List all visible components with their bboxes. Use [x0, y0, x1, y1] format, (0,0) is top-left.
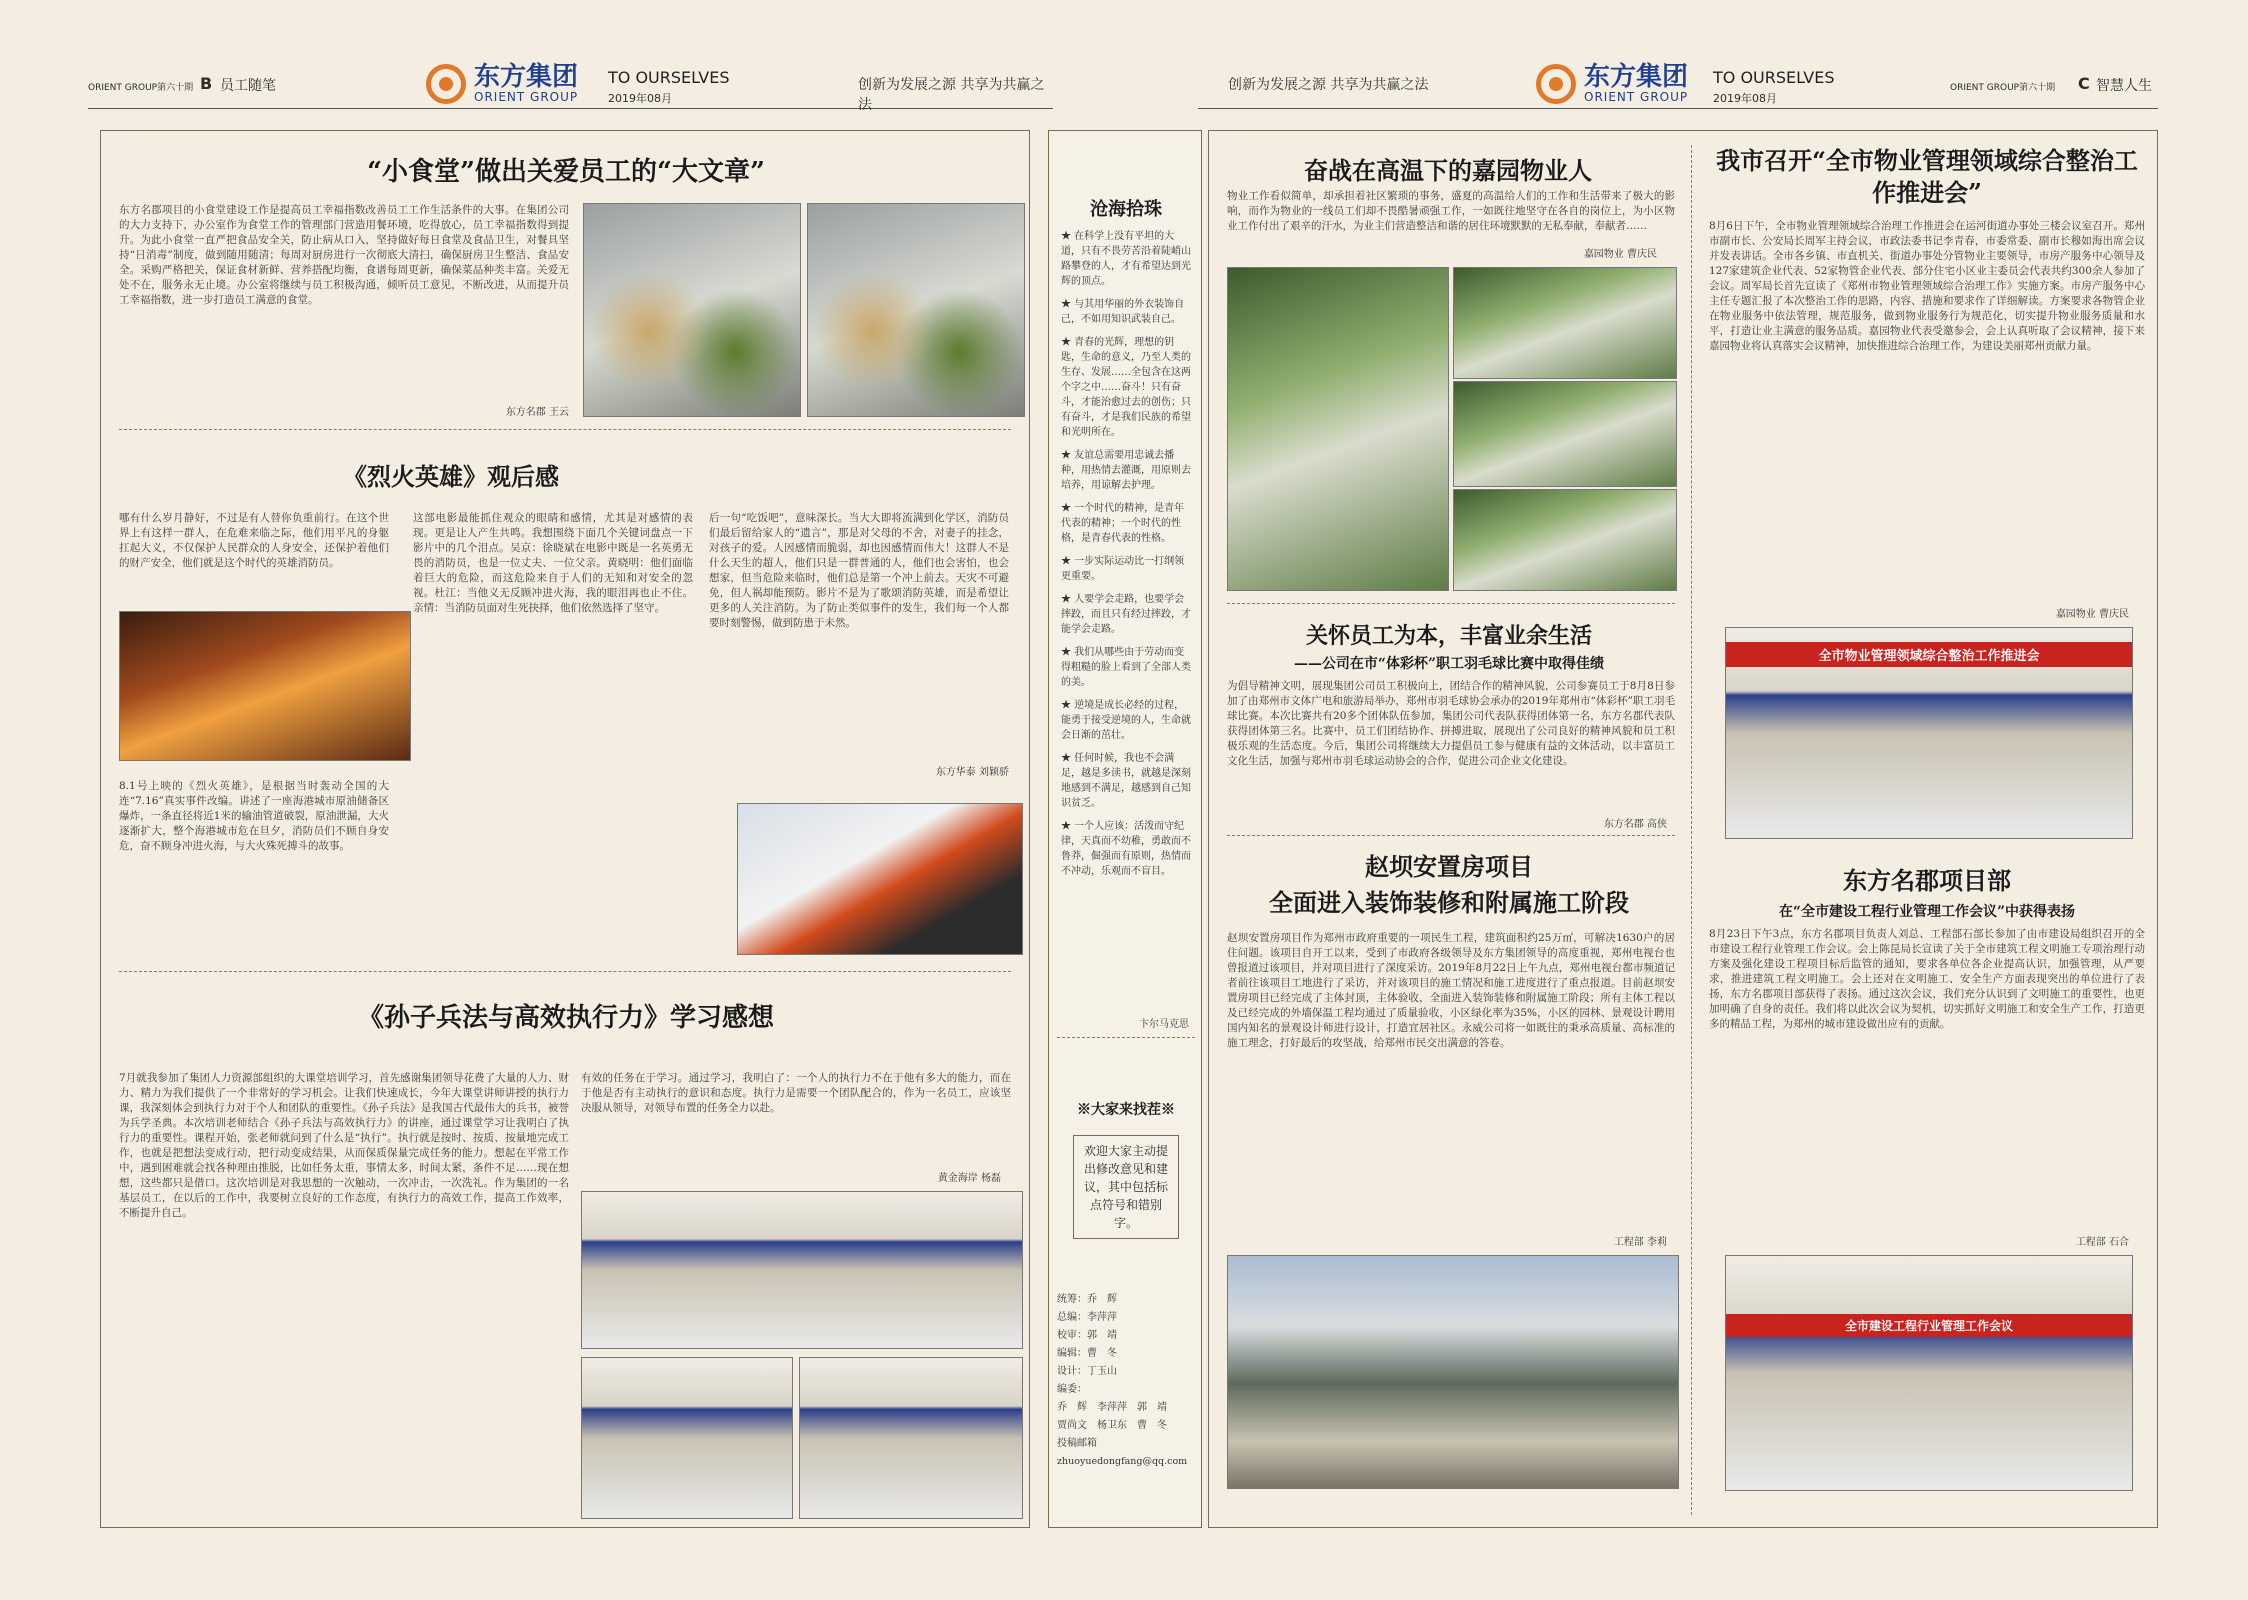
orient-logo-icon: [426, 64, 466, 104]
brand-logo: [426, 64, 578, 104]
article-subtitle-mingjun: 在“全市建设工程行业管理工作会议”中获得表扬: [1778, 904, 2076, 920]
section-letter: B: [200, 74, 213, 93]
heat-photo-planting: [1453, 381, 1677, 487]
quote-item: ★ 我们从哪些由于劳动而变得粗糙的脸上看到了全部人类的美。: [1061, 647, 1191, 688]
slogan: 创新为发展之源 共享为共赢之法: [1228, 77, 1429, 93]
sidebar-title: 沧海拾珠: [1090, 199, 1162, 220]
training-photo-right: [799, 1357, 1023, 1519]
quote-item: ★ 与其用华丽的外衣装饰自己，不如用知识武装自己。: [1061, 299, 1185, 325]
quote-item: ★ 青春的光辉，理想的钥匙，生命的意义，乃至人类的生存、发展……全包含在这两个字之中……奋斗！只有奋斗，才能治愈过去的创伤；只有奋斗，才是我们民族的希望和光明所在。: [1061, 337, 1191, 438]
brand-en: ORIENT GROUP: [474, 90, 579, 104]
article-signature: 嘉园物业 曹庆民: [2055, 609, 2129, 620]
article-signature: 东方名郡 高侠: [1603, 819, 1667, 830]
heat-photo-garden: [1453, 489, 1677, 591]
divider: [119, 429, 1011, 430]
brand-en: ORIENT GROUP: [1584, 90, 1689, 104]
divider: [1227, 835, 1675, 836]
quote-item: ★ 任何时候，我也不会满足，越是多读书，就越是深刻地感到不满足，越感到自己知识贫乏。: [1061, 753, 1191, 809]
to-ourselves: TO OURSELVES: [1713, 68, 1835, 87]
credit-line: 编委：: [1057, 1384, 1087, 1395]
article-signature: 嘉园物业 曹庆民: [1583, 249, 1657, 260]
credit-line: 校审：郭 靖: [1057, 1330, 1117, 1341]
meeting-banner: 全市物业管理领域综合整治工作推进会: [1726, 642, 2132, 667]
brand-cn: 东方集团: [474, 62, 579, 92]
article-title-heat-battle: 奋战在高温下的嘉园物业人: [1304, 156, 1592, 185]
section-letter: C: [2078, 74, 2090, 93]
sidebar-frame: [1048, 130, 1202, 1528]
issue-date: 2019年08月: [608, 92, 672, 105]
right-main-frame: [1208, 130, 2158, 1528]
article-body-fire-caption: 8.1号上映的《烈火英雄》，是根据当时轰动全国的大连“7.16”真实事件改编。讲述了一座海港城市原油储备区爆炸，一条直径将近1米的输油管道破裂，原油泄漏，大火逐渐扩大，整个海港城市危在旦夕，消防员们不顾自身安危，奋不顾身冲进火海，与大火殊死搏斗的故事。: [119, 780, 389, 852]
credit-line: 投稿邮箱: [1057, 1438, 1097, 1449]
article-body-canteen: 东方名郡项目的小食堂建设工作是提高员工幸福指数改善员工工作生活条件的大事。在集团公司的大力支持下，办公室作为食堂工作的管理部门营造用餐环境，吃得放心，员工幸福指数得到提升。为此小食堂一直严把食品安全关，防止病从口入，坚持做好每日食堂及食品卫生，对餐具坚持“日消毒”制度，做到随用随清；每周对厨房进行一次彻底大清扫，确保厨房卫生整洁、食品安全。采购严格把关，保证食材新鲜、营养搭配均衡，食谱每周更新，确保菜品种类丰富。关爱无处不在，服务永无止境。办公室将继续与员工积极沟通，倾听员工意见，不断改进，从而提升员工幸福指数，进一步打造员工满意的食堂。: [119, 204, 569, 306]
article-title-canteen: “小食堂”做出关爱员工的“大文章”: [367, 157, 765, 187]
firefighter-photo: [737, 803, 1023, 955]
article-title-mingjun: 东方名郡项目部: [1843, 866, 2011, 895]
call-title: ※大家来找茬※: [1077, 1102, 1175, 1118]
construction-meeting-photo: [1725, 1255, 2133, 1491]
credit-line: 贾尚文 杨卫东 曹 冬: [1057, 1420, 1167, 1431]
brand-cn: 东方集团: [1584, 62, 1689, 92]
article-body-fire-col1: 哪有什么岁月静好，不过是有人替你负重前行。在这个世界上有这样一群人，在危难来临之际，他们用平凡的身躯扛起大义，不仅保护人民群众的人身安全，还保护着他们的财产安全，他们就是这个时代的英雄消防员。: [119, 512, 389, 569]
article-body-fire-col2: 这部电影最能抓住观众的眼睛和感情，尤其是对感情的表现。更是让人产生共鸣。我想围绕下面几个关键词盘点一下影片中的几个泪点。吴京：徐晓斌在电影中既是一名英勇无畏的消防员，也是一位丈夫、一位父亲。黄晓明：他们面临着巨大的危险，而这危险来自于人们的无知和对安全的忽视。杜江：当他义无反顾冲进火海，我的眼泪再也止不住。亲情：当消防员面对生死抉择，他们依然选择了坚守。: [413, 512, 693, 614]
article-body-mingjun: 8月23日下午3点，东方名郡项目负责人刘总、工程部石部长参加了由市建设局组织召开的全市建设工程行业管理工作会议。会上陈昆局长宣读了关于全市建筑工程文明施工专项治理行动方案及强化建设工程项目标后监管的通知，要求各单位各企业提高认识，加强管理，从严要求，推进建筑工程文明施工。会上还对在文明施工、安全生产方面表现突出的单位进行了表扬，东方名郡项目部获得了表扬。通过这次会议，我们充分认识到了文明施工的重要性，也更加明确了自身的责任。我们将以此次会议为契机，切实抓好文明施工和安全生产工作，打造更多的精品工程，为郑州的城市建设做出应有的贡献。: [1709, 928, 2145, 1030]
article-signature: 工程部 李莉: [1613, 1237, 1667, 1248]
article-signature: 黄金海岸 杨磊: [937, 1173, 1001, 1184]
to-ourselves: TO OURSELVES: [608, 68, 730, 87]
divider: [1227, 603, 1675, 604]
article-subtitle-badminton: ——公司在市“体彩杯”职工羽毛球比赛中取得佳绩: [1293, 656, 1605, 672]
credit-line: 统筹：乔 辉: [1057, 1294, 1117, 1305]
credit-line: 乔 辉 李萍萍 郭 靖: [1057, 1402, 1167, 1413]
canteen-photo-cooking: [583, 203, 801, 417]
article-body-property: 8月6日下午，全市物业管理领域综合治理工作推进会在运河街道办事处三楼会议室召开。郑州市副市长、公安局长周军主持会议，市政法委书记李青春，市委常委、副市长穆如海出席会议并发表讲话。全市各乡镇、市直机关、街道办事处分管物业主要领导，市房产服务中心领导及127家建筑企业代表、52家物管企业代表、部分住宅小区业主委员会代表共约300余人参加了会议。周军局长首先宣读了《郑州市物业管理领域综合治理工作》实施方案。市房产服务中心主任专题汇报了本次整治工作的思路，内容、措施和要求作了详细解读。方案要求各物管企业在物业服务中依法管理，规范服务，做到物业服务行为规范化，切实提升物业服务质量和水平，打造让业主满意的服务品质。嘉园物业代表受邀参会，会上认真听取了会议精神，接下来嘉园物业将认真落实会议精神，加快推进综合治理工作，为建设美丽郑州贡献力量。: [1709, 220, 2145, 352]
article-body-fire-col3: 后一句“吃饭吧”，意味深长。当大大即将流满到化学区，消防员们最后留给家人的“遗言”，那是对父母的不舍，对妻子的挂念，对孩子的爱。人因感情而脆弱，却也因感情而伟大！这群人不是什么天生的超人，他们只是一群普通的人，他们也会害怕，也会想家，但当危险来临时，他们总是第一个冲上前去。天灾不可避免，但人祸却能预防。影片不是为了歌颂消防英雄，而是希望让更多的人关注消防。为了防止类似事件的发生，我们每一个人都要时刻警惕，做到防患于未然。: [709, 512, 1009, 629]
article-body-zhaoba: 赵坝安置房项目作为郑州市政府重要的一项民生工程，建筑面积约25万㎡，可解决1630户的居住问题。该项目自开工以来，受到了市政府各级领导及东方集团领导的高度重视，郑州电视台也曾报道过该项目，并对项目进行了深度采访。2019年8月22日上午九点，郑州电视台都市频道记者前往该项目工地进行了采访，并对该项目的施工情况和施工进度进行了重点报道。目前赵坝安置房项目已经完成了主体封顶，主体验收，全面进入装饰装修和附属施工阶段；所有主体工程以及已经完成的外墙保温工程均通过了质量验收，小区绿化率为35%，小区的园林、景观设计聘用国内知名的景观设计师进行设计，打造宜居社区。永威公司将一如既往的秉承高质量、高标准的施工理念，打好最后的攻坚战，给郑州市民交出满意的答卷。: [1227, 932, 1675, 1049]
quote-item: ★ 一步实际运动比一打纲领更重要。: [1061, 556, 1185, 582]
call-box: 欢迎大家主动提出修改意见和建议，其中包括标点符号和错别字。: [1073, 1135, 1179, 1239]
article-signature: 工程部 石合: [2075, 1237, 2129, 1248]
credit-line: 设计：丁玉山: [1057, 1366, 1117, 1377]
heat-photo-trees: [1453, 267, 1677, 379]
right-page-header: [1198, 62, 2158, 109]
left-page-header: [88, 62, 1053, 113]
credit-line: 总编：李萍萍: [1057, 1312, 1117, 1323]
contact-email[interactable]: zhuoyuedongfang@qq.com: [1057, 1456, 1188, 1467]
article-body-badminton: 为倡导精神文明，展现集团公司员工积极向上，团结合作的精神风貌，公司参赛员工于8月8日参加了由郑州市文体广电和旅游局举办，郑州市羽毛球协会承办的2019年郑州市“体彩杯”职工羽毛球比赛。本次比赛共有20多个团体队伍参加，集团公司代表队获得团体第一名，东方名郡代表队获得团体第三名。比赛中，员工们团结协作、拼搏进取，展现出了公司良好的精神风貌和员工积极乐观的生活态度。今后，集团公司将继续大力提倡员工参与健康有益的文体活动，以丰富员工文化生活，加强与郑州市羽毛球运动协会的合作，促进公司企业文化建设。: [1227, 680, 1675, 767]
quote-item: ★ 一个人应该：活泼而守纪律，天真而不幼稚，勇敢而不鲁莽，倔强而有原则，热情而不冲动，乐观而不盲目。: [1061, 821, 1191, 877]
quote-item: ★ 逆境是成长必经的过程，能勇于接受逆境的人，生命就会日渐的茁壮。: [1061, 700, 1191, 741]
article-title-property-meeting: 我市召开“全市物业管理领域综合整治工作推进会”: [1716, 146, 2138, 207]
article-title-fire-heroes: 《烈火英雄》观后感: [343, 462, 559, 491]
article-signature: 东方华泰 刘颖骄: [935, 767, 1009, 778]
orient-logo-icon: [1536, 64, 1576, 104]
training-photo-main: [581, 1191, 1023, 1349]
article-body-art-col2: 有效的任务在于学习。通过学习，我明白了：一个人的执行力不在于他有多大的能力，而在于他是否有主动执行的意识和态度。执行力是需要一个团队配合的，作为一名员工，应该坚决服从领导，对领导布置的任务全力以赴。: [581, 1072, 1011, 1114]
issue-label: ORIENT GROUP第六十期: [1950, 83, 2056, 93]
credit-line: 编辑：曹 冬: [1057, 1348, 1117, 1359]
canteen-photo-dishes: [807, 203, 1025, 417]
section-name: 智慧人生: [2096, 78, 2152, 94]
article-title-badminton: 关怀员工为本，丰富业余生活: [1305, 623, 1592, 649]
quote-item: ★ 人要学会走路，也要学会摔跤，而且只有经过摔跤，才能学会走路。: [1061, 594, 1191, 635]
article-signature: 东方名郡 王云: [505, 407, 569, 418]
fire-movie-still: [119, 611, 411, 761]
article-title-art-of-war: 《孙子兵法与高效执行力》学习感想: [357, 1003, 774, 1033]
article-body-art-col1: 7月就我参加了集团人力资源部组织的大课堂培训学习，首先感谢集团领导花费了大量的人力、财力、精力为我们提供了一个非常好的学习机会。让我们快速成长，今年大课堂讲师讲授的执行力课，我深刻体会到执行力对于个人和团队的重要性。《孙子兵法》是我国古代最伟大的兵书，被誉为兵学圣典。本次培训老师结合《孙子兵法与高效执行力》的讲座，通过课堂学习让我明白了执行力的重要性。课程开始，张老师就问到了什么是“执行”。执行就是按时、按质、按量地完成工作，也就是把想法变成行动，把行动变成结果，从而保质保量完成任务的能力。想起在平常工作中，遇到困难就会找各种理由推脱，比如任务太重，事情太多，时间太紧，条件不足……现在想想，这些都只是借口。这次培训是对我思想的一次触动，一次冲击，一次洗礼。作为集团的一名基层员工，在以后的工作中，我要树立良好的工作态度，有执行力的高效工作，提高工作效率，不断提升自己。: [119, 1072, 569, 1219]
quote-item: ★ 在科学上没有平坦的大道，只有不畏劳苦沿着陡峭山路攀登的人，才有希望达到光辉的顶点。: [1061, 231, 1191, 287]
divider: [1057, 1037, 1195, 1038]
training-photo-left: [581, 1357, 793, 1519]
article-title-zhaoba: 赵坝安置房项目: [1365, 852, 1533, 881]
quote-item: ★ 一个时代的精神，是青年代表的精神；一个时代的性格，是青春代表的性格。: [1061, 503, 1185, 544]
issue-label: ORIENT GROUP第六十期: [88, 83, 194, 93]
zhaoba-interview-photo: [1227, 1255, 1679, 1489]
meeting-banner: 全市建设工程行业管理工作会议: [1726, 1314, 2132, 1337]
property-meeting-photo: [1725, 627, 2133, 839]
article-body-heat: 物业工作看似简单，却承担着社区繁琐的事务，盛夏的高温给人们的工作和生活带来了极大的影响，而作为物业的一线员工们却不畏酷暑顽强工作，一如既往地坚守在各自的岗位上，为小区物业工作付出了艰辛的汗水，为业主们营造整洁和谐的居住环境默默的无私奉献，奉献者……: [1227, 190, 1675, 232]
left-main-frame: [100, 130, 1030, 1528]
slogan: 创新为发展之源 共享为共赢之法: [858, 77, 1045, 113]
quote-item: ★ 友谊总需要用忠诚去播种，用热情去灌溉，用原则去培养，用谅解去护理。: [1061, 450, 1191, 491]
sidebar-signature: 卞尔马克思: [1139, 1019, 1189, 1030]
column-divider: [1691, 145, 1692, 1515]
section-name: 员工随笔: [220, 78, 276, 94]
credits: [1057, 1291, 1197, 1471]
article-subtitle-zhaoba: 全面进入装饰装修和附属施工阶段: [1269, 888, 1629, 917]
divider: [119, 971, 1011, 972]
heat-photo-ladder: [1227, 267, 1449, 591]
sidebar-quotes: [1061, 229, 1191, 887]
issue-date: 2019年08月: [1713, 92, 1777, 105]
brand-logo: [1536, 64, 1688, 104]
